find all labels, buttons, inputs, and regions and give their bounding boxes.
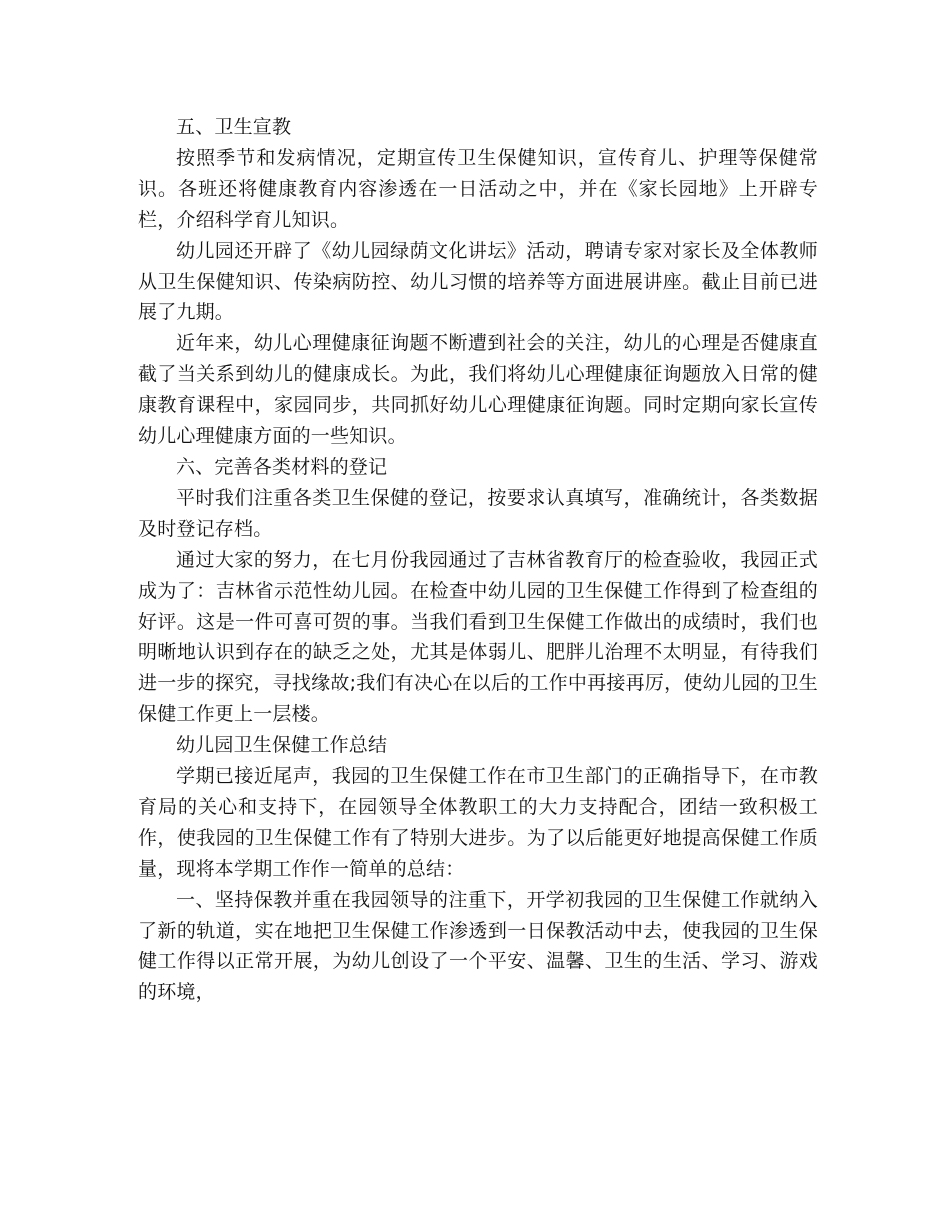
section-heading-health-education: 五、卫生宣教 — [176, 116, 292, 138]
section-heading-records: 六、完善各类材料的登记 — [176, 455, 388, 478]
paragraph-semester-summary: 学期已接近尾声，我园的卫生保健工作在市卫生部门的正确指导下，在市教育局的关心和支持下，在园领导全体教职工的大力支持配合，团结一致积极工作，使我园的卫生保健工作有了特别大进步。为了以后能更好地提高保健工作质量，现将本学期工作作一简单的总结： — [138, 765, 818, 880]
document-subtitle: 幼儿园卫生保健工作总结 — [176, 734, 388, 757]
document-body — [138, 112, 818, 1008]
paragraph-mental-health: 近年来，幼儿心理健康征询题不断遭到社会的关注，幼儿的心理是否健康直截了当关系到幼儿的健康成长。为此，我们将幼儿心理健康征询题放入日常的健康教育课程中，家园同步，共同抓好幼儿心理健康征询题。同时定期向家长宣传幼儿心理健康方面的一些知识。 — [138, 332, 818, 448]
paragraph-inspection-result: 通过大家的努力，在七月份我园通过了吉林省教育厅的检查验收，我园正式成为了：吉林省示范性幼儿园。在检查中幼儿园的卫生保健工作得到了检查组的好评。这是一件可喜可贺的事。当我们看到卫生保健工作做出的成绩时，我们也明晰地认识到存在的缺乏之处，尤其是体弱儿、肥胖儿治理不太明显，有待我们进一步的探究，寻找缘故;我们有决心在以后的工作中再接再厉，使幼儿园的卫生保健工作更上一层楼。 — [138, 548, 818, 726]
paragraph-care-and-education: 一、坚持保教并重在我园领导的注重下，开学初我园的卫生保健工作就纳入了新的轨道，实在地把卫生保健工作渗透到一日保教活动中去，使我园的卫生保健工作得以正常开展，为幼儿创设了一个平安、温馨、卫生的生活、学习、游戏的环境， — [138, 888, 818, 1004]
paragraph-lecture-forum: 幼儿园还开辟了《幼儿园绿荫文化讲坛》活动，聘请专家对家长及全体教师从卫生保健知识、传染病防控、幼儿习惯的培养等方面进展讲座。截止目前已进展了九期。 — [138, 239, 818, 324]
paragraph-seasonal-publicity: 按照季节和发病情况，定期宣传卫生保健知识，宣传育儿、护理等保健常识。各班还将健康教育内容渗透在一日活动之中，并在《家长园地》上开辟专栏，介绍科学育儿知识。 — [138, 146, 818, 231]
paragraph-record-keeping: 平时我们注重各类卫生保健的登记，按要求认真填写，准确统计，各类数据及时登记存档。 — [138, 486, 818, 540]
